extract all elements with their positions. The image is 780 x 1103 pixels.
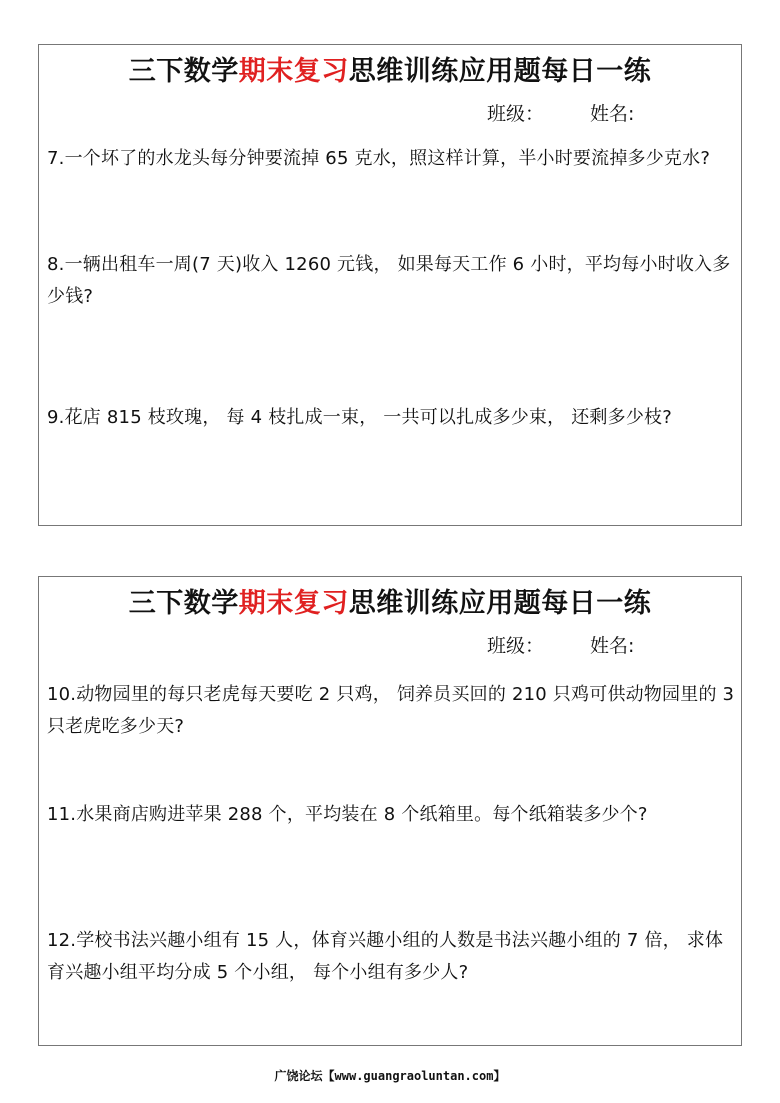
- title-prefix: 三下数学: [128, 588, 239, 619]
- question-12: 12.学校书法兴趣小组有 15 人，体育兴趣小组的人数是书法兴趣小组的 7 倍， 求体育兴趣小组平均分成 5 个小组， 每个小组有多少人?: [47, 930, 724, 983]
- name-label: 姓名:: [590, 635, 635, 657]
- student-info: [487, 99, 634, 126]
- worksheet-title: [39, 581, 741, 620]
- name-label: 姓名:: [590, 103, 635, 125]
- title-highlight: 期末复习: [238, 56, 349, 87]
- worksheet-card-1: [38, 44, 742, 526]
- title-highlight: 期末复习: [238, 588, 349, 619]
- title-suffix: 思维训练应用题每日一练: [348, 56, 652, 87]
- worksheet-card-2: [38, 576, 742, 1046]
- question-10: 10.动物园里的每只老虎每天要吃 2 只鸡， 饲养员买回的 210 只鸡可供动物园里的 3 只老虎吃多少天?: [47, 684, 735, 737]
- title-prefix: 三下数学: [128, 56, 239, 87]
- question-7: 7.一个坏了的水龙头每分钟要流掉 65 克水，照这样计算，半小时要流掉多少克水?: [47, 148, 711, 169]
- class-label: 班级：: [487, 103, 545, 125]
- question-8: 8.一辆出租车一周(7 天)收入 1260 元钱， 如果每天工作 6 小时，平均每小时收入多少钱?: [47, 254, 731, 307]
- class-label: 班级：: [487, 635, 545, 657]
- worksheet-title: [39, 49, 741, 88]
- question-11: 11.水果商店购进苹果 288 个，平均装在 8 个纸箱里。每个纸箱装多少个?: [47, 804, 648, 825]
- student-info: [487, 631, 634, 658]
- question-9: 9.花店 815 枝玫瑰， 每 4 枝扎成一束， 一共可以扎成多少束， 还剩多少枝?: [47, 407, 672, 428]
- title-suffix: 思维训练应用题每日一练: [348, 588, 652, 619]
- footer-text: 广饶论坛【www.guangraoluntan.com】: [274, 1069, 506, 1083]
